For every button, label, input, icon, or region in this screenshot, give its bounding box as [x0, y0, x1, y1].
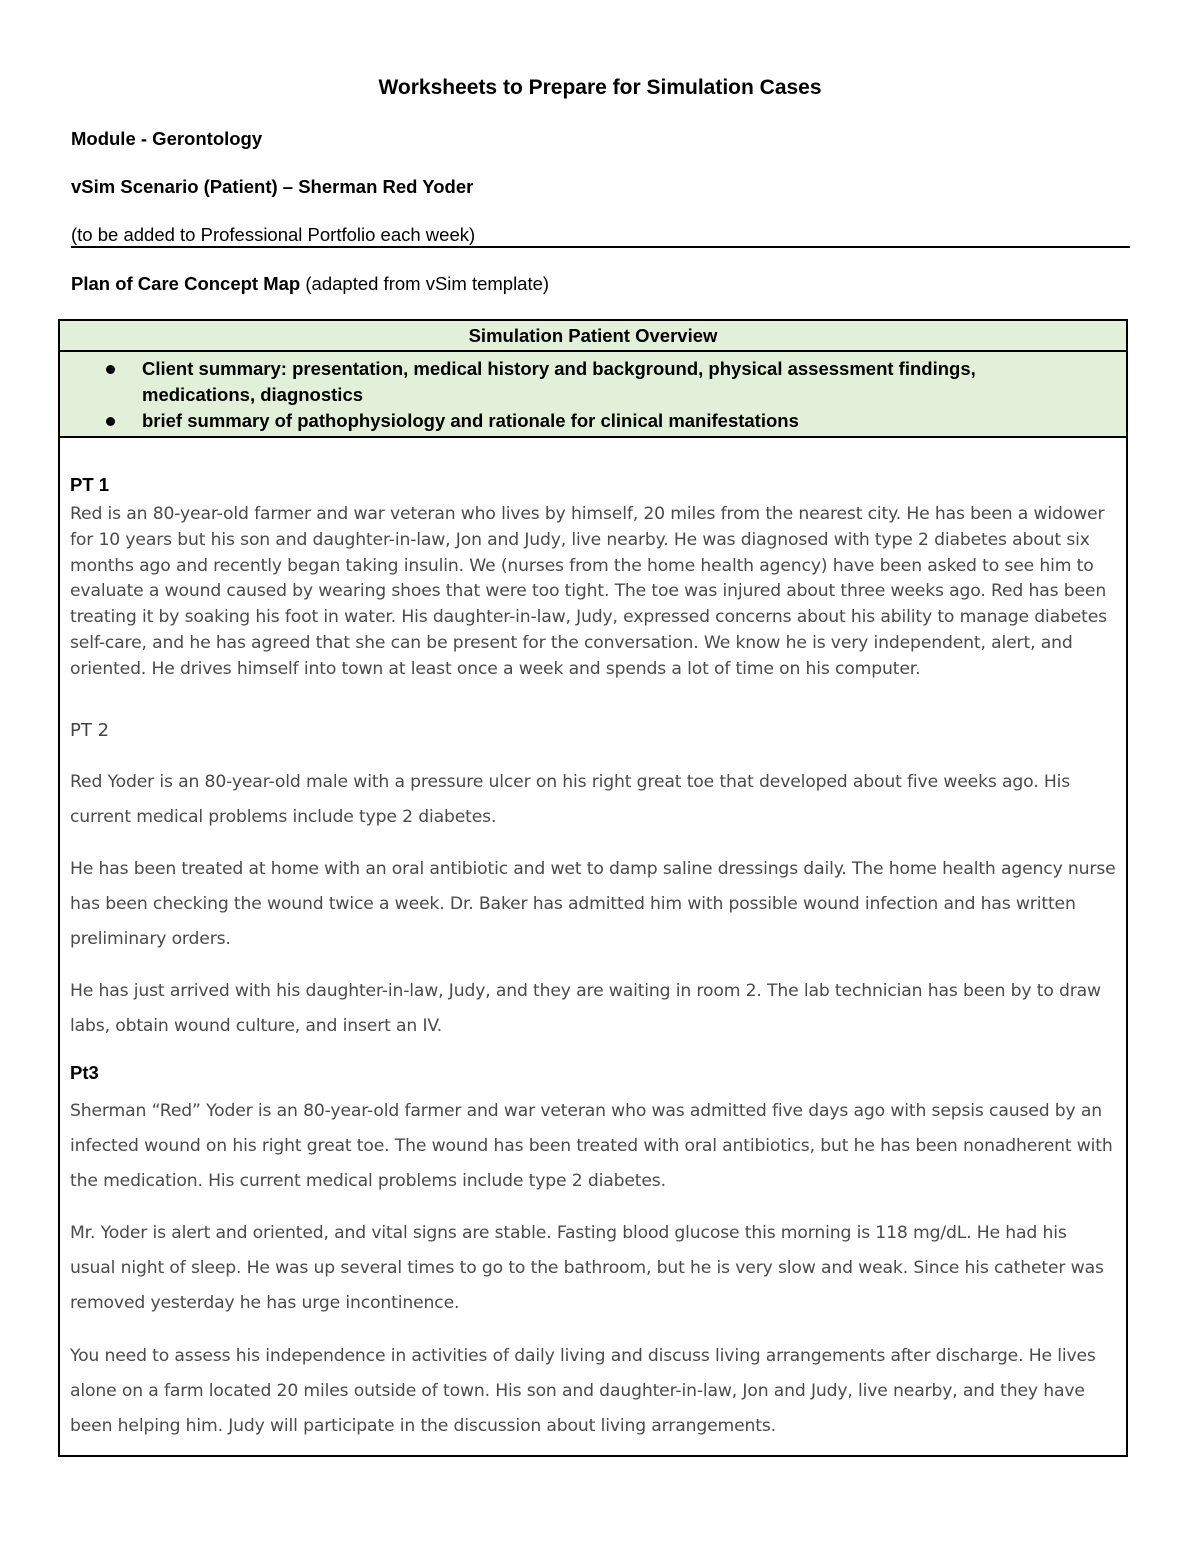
plan-label-rest: (adapted from vSim template) — [300, 273, 550, 294]
pt1-text: Red is an 80-year-old farmer and war veteran who lives by himself, 20 miles from the nearest city. He has been a widower for 10 years but his son and daughter-in-law, Jon and Judy, live nearby. He was diagnosed with type 2 diabetes about six months ago and recently began taking insulin. We (nurses from the home health agency) have been asked to see him to evaluate a wound caused by wearing shoes that were too tight. The toe was injured about three weeks ago. Red has been treating it by soaking his foot in water. His daughter-in-law, Judy, expressed concerns about his ability to manage diabetes self-care, and he has agreed that she can be present for the conversation. We know he is very independent, alert, and oriented. He drives himself into town at least once a week and spends a lot of time on his computer. — [70, 504, 1107, 679]
table-bullet-list — [60, 352, 1126, 438]
module-line: Module - Gerontology — [71, 128, 263, 149]
table-header: Simulation Patient Overview — [60, 321, 1126, 352]
scenario-line: vSim Scenario (Patient) – Sherman Red Yoder — [71, 176, 474, 197]
plan-of-care-line — [71, 273, 549, 295]
portfolio-note: (to be added to Professional Portfolio each week) — [71, 224, 1130, 248]
pt2-paragraph-2: He has been treated at home with an oral antibiotic and wet to damp saline dressings daily. The home health agency nurse has been checking the wound twice a week. Dr. Baker has admitted him with possible wound infection and has written preliminary orders. — [70, 859, 1116, 949]
pt2-paragraph-3: He has just arrived with his daughter-in-law, Judy, and they are waiting in room 2. The lab technician has been by to draw labs, obtain wound culture, and insert an IV. — [70, 981, 1101, 1036]
bullet-item: brief summary of pathophysiology and rationale for clinical manifestations — [142, 408, 1062, 434]
pt2-label: PT 2 — [70, 720, 110, 741]
pt2-paragraph-1: Red Yoder is an 80-year-old male with a pressure ulcer on his right great toe that developed about five weeks ago. His current medical problems include type 2 diabetes. — [70, 772, 1071, 827]
pt1-label: PT 1 — [70, 474, 110, 495]
bullet-dot-icon — [106, 365, 115, 374]
plan-label-bold: Plan of Care Concept Map — [71, 273, 301, 294]
page-title: Worksheets to Prepare for Simulation Cases — [378, 76, 822, 99]
bullet-item: Client summary: presentation, medical history and background, physical assessment findings, medications, diagnostics — [142, 356, 1062, 408]
pt3-paragraph-1: Sherman “Red” Yoder is an 80-year-old farmer and war veteran who was admitted five days ago with sepsis caused by an infected wound on his right great toe. The wound has been treated with oral antibiotics, but he has been nonadherent with the medication. His current medical problems include type 2 diabetes. — [70, 1101, 1113, 1191]
bullet-dot-icon — [106, 417, 115, 426]
patient-overview-table — [58, 319, 1128, 1457]
pt3-paragraph-2: Mr. Yoder is alert and oriented, and vital signs are stable. Fasting blood glucose this morning is 118 mg/dL. He had his usual night of sleep. He was up several times to go to the bathroom, but he is very slow and weak. Since his catheter was removed yesterday he has urge incontinence. — [70, 1223, 1104, 1313]
pt3-label: Pt3 — [70, 1062, 99, 1083]
pt3-paragraph-3: You need to assess his independence in activities of daily living and discuss living arrangements after discharge. He lives alone on a farm located 20 miles outside of town. His son and daughter-in-law, Jon and Judy, live nearby, and they have been helping him. Judy will participate in the discussion about living arrangements. — [70, 1346, 1096, 1436]
